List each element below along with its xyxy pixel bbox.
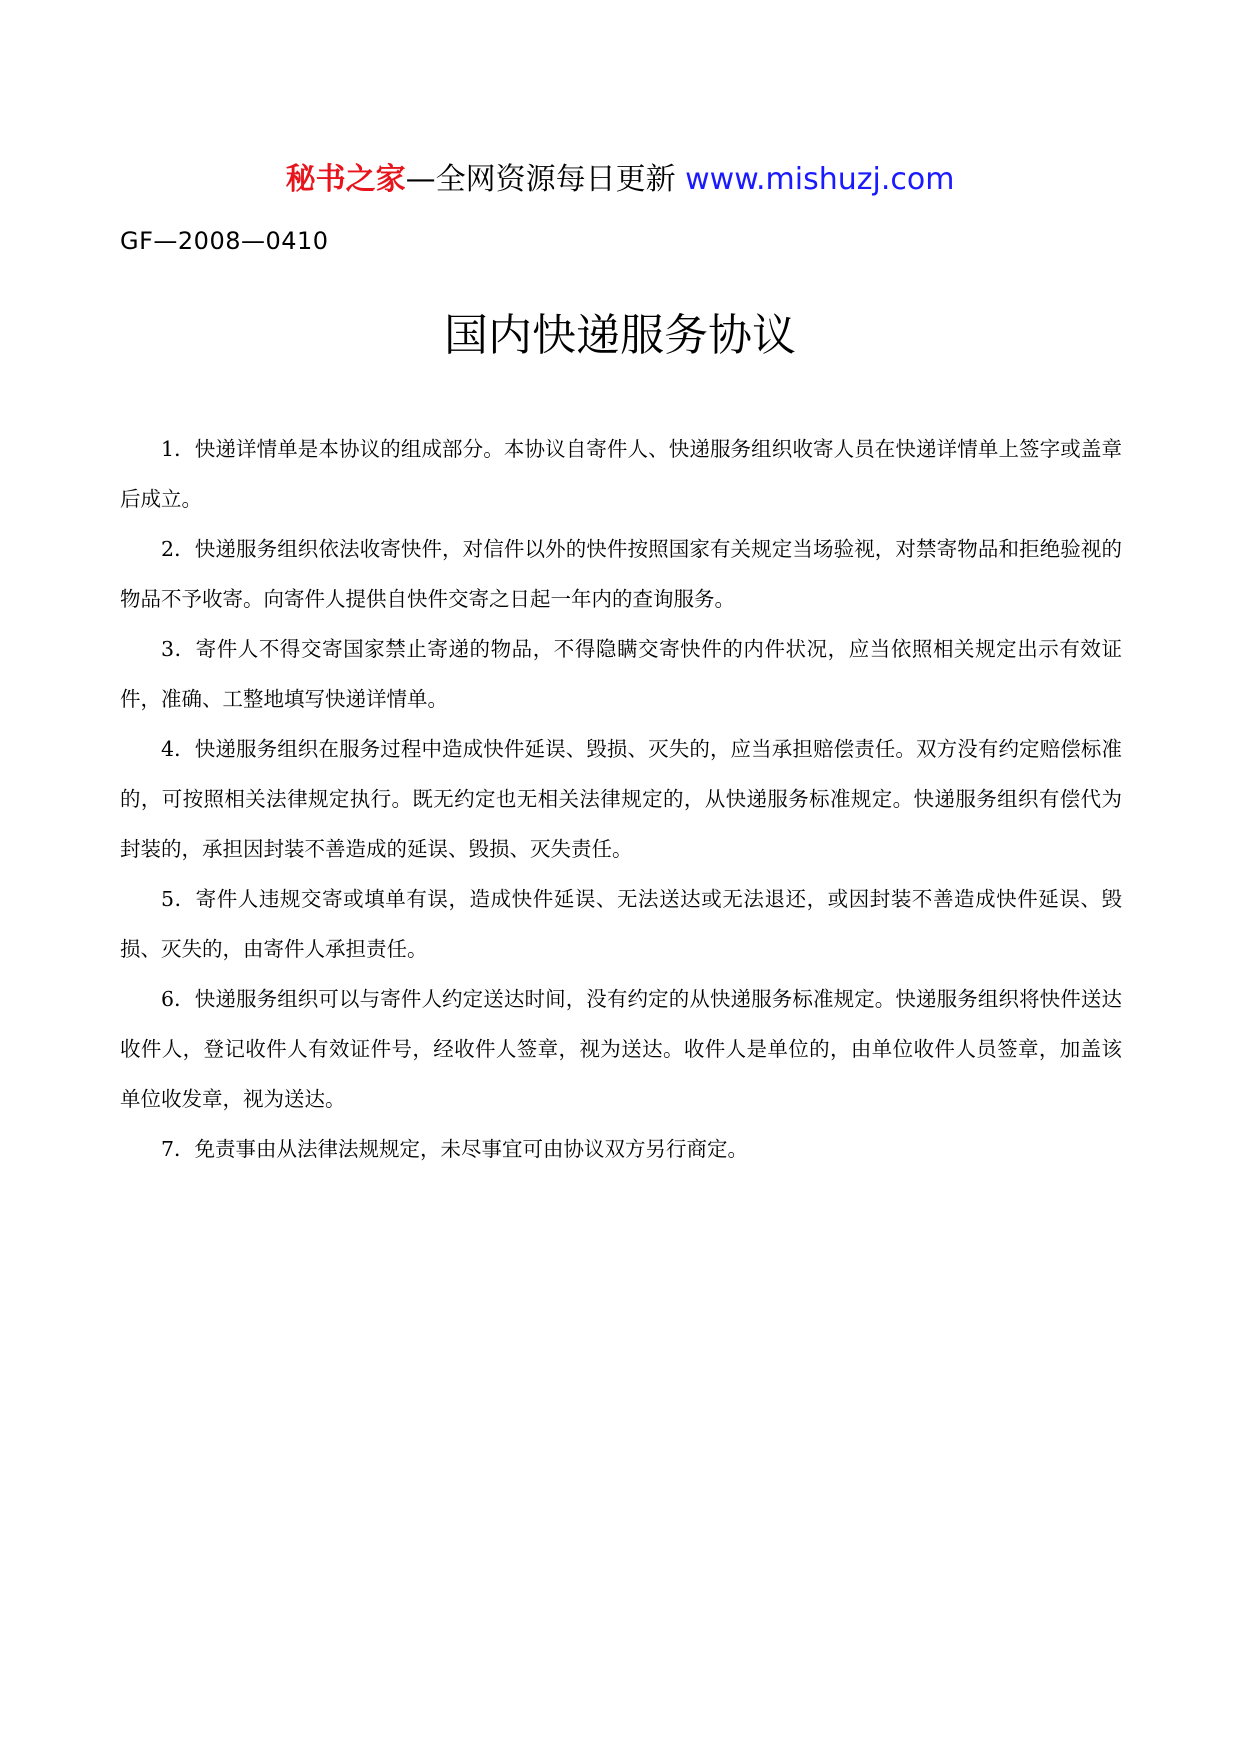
site-url-link[interactable]: www.mishuzj.com bbox=[685, 162, 955, 197]
document-code: GF—2008—0410 bbox=[120, 227, 329, 255]
site-name: 秘书之家 bbox=[285, 162, 406, 197]
document-title: 国内快递服务协议 bbox=[444, 310, 796, 361]
clause-6: 6．快递服务组织可以与寄件人约定送达时间，没有约定的从快递服务标准规定。快递服务组织将快件送达收件人，登记收件人有效证件号，经收件人签章，视为送达。收件人是单位的，由单位收件人员签章，加盖该单位收发章，视为送达。 bbox=[120, 987, 1122, 1111]
site-slogan: —全网资源每日更新 bbox=[405, 162, 686, 197]
agreement-clauses bbox=[120, 424, 1122, 1174]
clause-5: 5．寄件人违规交寄或填单有误，造成快件延误、无法送达或无法退还，或因封装不善造成快件延误、毁损、灭失的，由寄件人承担责任。 bbox=[120, 887, 1122, 961]
clause-4: 4．快递服务组织在服务过程中造成快件延误、毁损、灭失的，应当承担赔偿责任。双方没有约定赔偿标准的，可按照相关法律规定执行。既无约定也无相关法律规定的，从快递服务标准规定。快递服务组织有偿代为封装的，承担因封装不善造成的延误、毁损、灭失责任。 bbox=[120, 737, 1122, 861]
clause-1: 1．快递详情单是本协议的组成部分。本协议自寄件人、快递服务组织收寄人员在快递详情单上签字或盖章后成立。 bbox=[120, 437, 1122, 511]
site-banner bbox=[0, 160, 1240, 200]
clause-7: 7．免责事由从法律法规规定，未尽事宜可由协议双方另行商定。 bbox=[161, 1137, 749, 1161]
clause-3: 3．寄件人不得交寄国家禁止寄递的物品，不得隐瞒交寄快件的内件状况，应当依照相关规定出示有效证件，准确、工整地填写快递详情单。 bbox=[120, 637, 1122, 711]
clause-2: 2．快递服务组织依法收寄快件，对信件以外的快件按照国家有关规定当场验视，对禁寄物品和拒绝验视的物品不予收寄。向寄件人提供自快件交寄之日起一年内的查询服务。 bbox=[120, 537, 1122, 611]
